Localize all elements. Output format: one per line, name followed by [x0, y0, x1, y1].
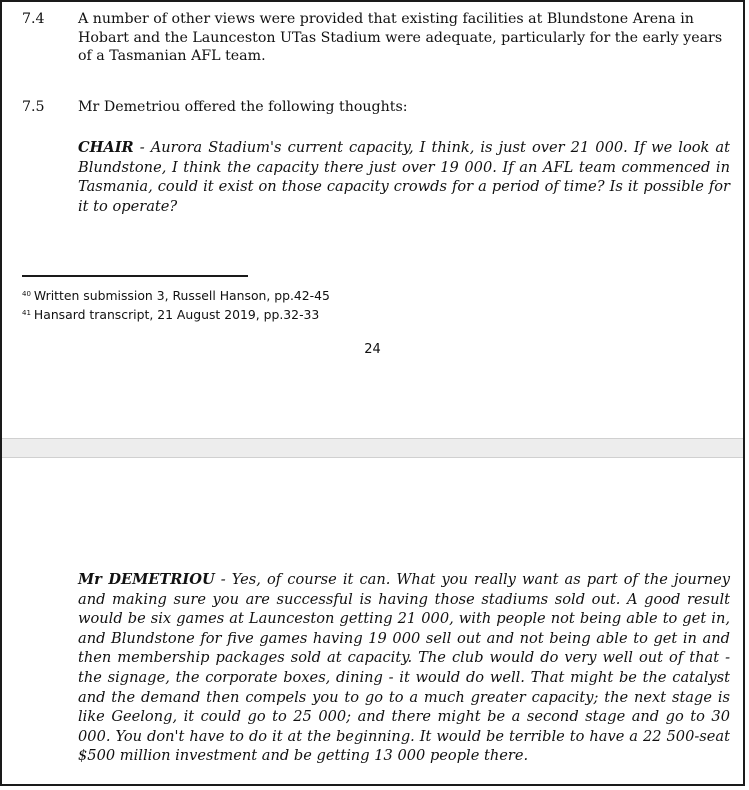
- paragraph-7-5-text: Mr Demetriou offered the following thoughts:: [78, 99, 408, 115]
- demetriou-quote: [78, 570, 730, 766]
- paragraph-number-7-5: 7.5: [22, 99, 45, 115]
- page-24: [2, 2, 743, 438]
- page-number: 24: [364, 342, 381, 357]
- footnote-41-text: Hansard transcript, 21 August 2019, pp.32-33: [33, 307, 320, 322]
- page-separator: [2, 438, 743, 458]
- chair-quote: [78, 138, 730, 216]
- footnote-40-text: Written submission 3, Russell Hanson, pp.42-45: [33, 288, 330, 303]
- paragraph-number-7-4: 7.4: [22, 11, 45, 27]
- demetriou-quote-text: - Yes, of course it can. What you really want as part of the journey and making sure you are successful is having those stadiums sold out. A good result would be six games at Launceston getting 21 000, with people not being able to get in, and Blundstone for five games having 19 000 sell out and not being able to get in and then membership packages sold at capacity. The club would do very well out of that - the signage, the corporate boxes, dining - it would do well. That might be the catalyst and the demand then compels you to go to a much greater capacity; the next stage is like Geelong, it could go to 25 000; and there might be a second stage and go to 30 000. You don't have to do it at the beginning. It would be terrible to have a 22 500-seat $500 million investment and be getting 13 000 people there.: [78, 571, 730, 765]
- footnote-mark-40: 40: [22, 290, 31, 298]
- footnote-mark-41: 41: [22, 309, 31, 317]
- speaker-demetriou: Mr DEMETRIOU: [78, 571, 215, 588]
- chair-quote-text: - Aurora Stadium's current capacity, I think, is just over 21 000. If we look at Blundstone, I think the capacity there just over 19 000. If an AFL team commenced in Tasmania, could it exist on those capacity crowds for a period of time? Is it possible for it to operate?: [78, 139, 730, 215]
- footnote-separator: [22, 275, 248, 277]
- footnote-40: [22, 288, 330, 304]
- paragraph-7-4-text: A number of other views were provided that existing facilities at Blundstone Arena in Hobart and the Launceston UTas Stadium were adequate, particularly for the early years of a Tasmanian AFL team.: [78, 11, 723, 65]
- speaker-chair: CHAIR: [78, 139, 134, 156]
- page-25: [2, 458, 743, 786]
- footnote-41: [22, 307, 319, 323]
